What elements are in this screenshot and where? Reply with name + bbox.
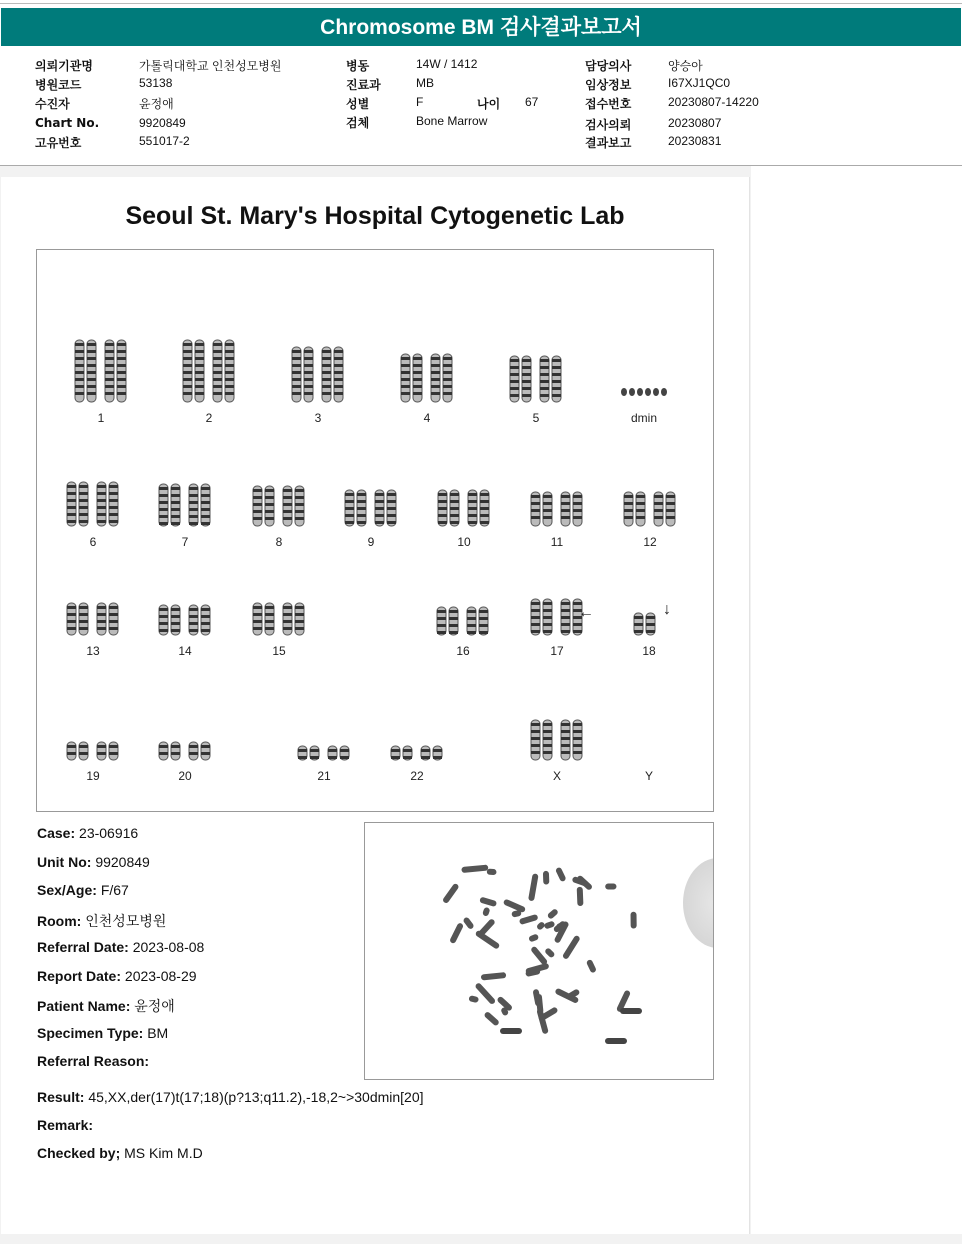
chromosome-label: 7 [181, 535, 189, 549]
chromosome-pair-2 [182, 339, 236, 403]
metaphase-chromosomes [365, 823, 713, 1079]
info-label: 결과보고 [585, 136, 632, 150]
info-value: F [416, 95, 424, 109]
report-header: Chromosome BM 검사결과보고서 [1, 8, 961, 46]
info-value: 551017-2 [139, 134, 190, 148]
info-value: 9920849 [139, 116, 186, 130]
field-value: 2023-08-08 [132, 939, 205, 955]
chromosome-pair-19 [66, 741, 120, 761]
arrow-down-icon: ↓ [663, 601, 671, 618]
field-label: Specimen Type: [37, 1024, 144, 1041]
info-value: 20230807 [668, 116, 722, 130]
info-label: 진료과 [346, 78, 381, 92]
chromosome-pair-10 [437, 489, 491, 527]
chromosome-pair-16 [436, 606, 490, 636]
metaphase-chromosome [530, 946, 548, 966]
report-field [37, 1053, 149, 1069]
metaphase-chromosome [519, 914, 539, 925]
info-label: 병동 [346, 59, 370, 73]
info-value: I67XJ1QC0 [668, 76, 731, 90]
info-label: 수진자 [35, 97, 70, 111]
chromosome-label: 15 [272, 644, 286, 658]
field-label: Result: [37, 1089, 85, 1105]
chromosome-label: 17 [550, 644, 564, 658]
chromosome-label: 12 [643, 535, 657, 549]
arrow-left-icon: ← [578, 604, 594, 621]
report-field [37, 996, 175, 1016]
info-label: 임상정보 [585, 78, 632, 92]
report-field [37, 1025, 168, 1041]
field-label: Unit No: [37, 853, 92, 870]
chromosome-pair-5 [509, 355, 563, 403]
metaphase-chromosome [449, 922, 464, 944]
metaphase-chromosome [461, 865, 488, 874]
chromosome-label: 9 [367, 535, 375, 549]
info-value: 20230807-14220 [668, 95, 759, 109]
chromosome-pair-22 [390, 745, 444, 761]
report-field [37, 825, 138, 841]
metaphase-chromosome [503, 899, 526, 914]
metaphase-chromosome [479, 897, 497, 908]
info-value: 53138 [139, 76, 173, 90]
chromosome-label: 8 [275, 535, 283, 549]
report-field [37, 968, 197, 984]
right-blank-area [751, 166, 962, 1234]
chromosome-label: 6 [89, 535, 97, 549]
result-field [37, 1089, 424, 1105]
chromosome-label: 20 [178, 769, 192, 783]
chromosome-pair-21 [297, 745, 351, 761]
chromosome-label: X [552, 769, 562, 783]
field-label: Patient Name: [37, 998, 131, 1014]
chromosome-pair-X [530, 719, 584, 761]
chromosome-label: dmin [630, 411, 658, 425]
metaphase-chromosome [468, 995, 479, 1003]
metaphase-chromosome [544, 921, 556, 930]
chromosome-label: 3 [314, 411, 322, 425]
chromosome-label: 1 [97, 411, 105, 425]
chromosome-label: 22 [410, 769, 424, 783]
chromosome-pair-13 [66, 602, 120, 636]
metaphase-chromosome [536, 921, 546, 931]
info-label: 담당의사 [585, 59, 632, 73]
info-label: 병원코드 [35, 78, 82, 92]
chromosome-label: 19 [86, 769, 100, 783]
chromosome-pair-12 [623, 491, 677, 527]
metaphase-chromosome [555, 867, 567, 883]
chromosome-label: 16 [456, 644, 470, 658]
chromosome-pair-1 [74, 339, 128, 403]
chromosome-pair-14 [158, 604, 212, 636]
info-value: 20230831 [668, 134, 722, 148]
chromosome-pair-7 [158, 483, 212, 527]
chromosome-label: 18 [642, 644, 656, 658]
field-value: 윤정애 [134, 998, 175, 1014]
chromosome-pair-11 [530, 491, 584, 527]
metaphase-chromosome [528, 873, 539, 901]
field-label: Report Date: [37, 967, 122, 984]
field-value: BM [147, 1024, 169, 1041]
metaphase-chromosome [630, 912, 636, 929]
field-value: 9920849 [95, 853, 150, 870]
chromosome-label: 10 [457, 535, 471, 549]
info-value: Bone Marrow [416, 114, 488, 128]
chromosome-label: 13 [86, 644, 100, 658]
metaphase-chromosome [487, 869, 497, 876]
metaphase-chromosome [547, 908, 559, 920]
info-label: 검체 [346, 116, 370, 130]
metaphase-chromosome [482, 907, 490, 917]
field-label: Sex/Age: [37, 882, 97, 898]
karyotype-image [36, 249, 714, 812]
metaphase-chromosome [577, 887, 584, 906]
metaphase-image [364, 822, 714, 1080]
metaphase-chromosome [544, 947, 556, 958]
lab-title: Seoul St. Mary's Hospital Cytogenetic Lab [125, 202, 625, 230]
info-value: 양승아 [668, 59, 703, 73]
metaphase-chromosome [474, 982, 496, 1005]
metaphase-chromosome [605, 883, 616, 889]
field-value: 인천성모병원 [85, 912, 167, 929]
info-label: 의뢰기관명 [35, 59, 93, 73]
top-divider [0, 3, 962, 4]
info-label: 성별 [346, 97, 370, 111]
field-label: Referral Date: [37, 939, 129, 955]
report-field [37, 911, 166, 931]
chromosome-pair-8 [252, 485, 306, 527]
info-value: 14W / 1412 [416, 57, 478, 71]
info-value: MB [416, 76, 434, 90]
metaphase-chromosome [543, 871, 549, 885]
field-label: Case: [37, 825, 76, 841]
chromosome-label: 11 [550, 535, 564, 549]
info-label: 접수번호 [585, 97, 632, 111]
double-minute-chromosomes [620, 385, 670, 403]
report-field [37, 939, 204, 955]
metaphase-chromosome [562, 935, 581, 960]
field-value: 2023-08-29 [124, 967, 197, 984]
info-value: 윤정애 [139, 97, 174, 111]
field-label: Referral Reason: [37, 1053, 150, 1069]
chromosome-label: 2 [205, 411, 213, 425]
age-label: 나이 [477, 97, 501, 111]
field-label: Room: [37, 912, 82, 929]
field-value: MS Kim M.D [124, 1145, 203, 1161]
metaphase-chromosome [528, 933, 539, 942]
metaphase-chromosome [483, 1011, 500, 1027]
field-label: Remark: [37, 1117, 94, 1133]
chromosome-label: Y [644, 769, 654, 783]
remark-field [37, 1117, 93, 1133]
age-value: 67 [525, 95, 539, 109]
info-value: 가톨릭대학교 인천성모병원 [139, 59, 282, 73]
chromosome-pair-6 [66, 481, 120, 527]
chromosome-pair-17 [530, 598, 584, 636]
info-label: 검사의뢰 [585, 118, 632, 132]
chromosome-pair-3 [291, 346, 345, 403]
report-field [37, 882, 129, 898]
field-value: 45,XX,der(17)t(17;18)(p?13;q11.2),-18,2~>30dmin[20] [88, 1089, 424, 1105]
chromosome-label: 5 [532, 411, 540, 425]
chromosome-pair-18 [633, 612, 665, 636]
chromosome-label: 4 [423, 411, 431, 425]
checked-by-field [37, 1145, 203, 1161]
metaphase-chromosome [442, 883, 460, 904]
metaphase-chromosome [556, 923, 566, 929]
field-value: 23-06916 [79, 825, 139, 841]
info-label: 고유번호 [35, 136, 82, 150]
report-field [37, 854, 150, 870]
chromosome-pair-9 [344, 489, 398, 527]
metaphase-chromosome [481, 972, 507, 980]
field-label: Checked by; [37, 1145, 121, 1161]
metaphase-chromosome [586, 959, 597, 974]
chromosome-label: 14 [178, 644, 192, 658]
metaphase-chromosome [462, 916, 474, 930]
chromosome-pair-20 [158, 741, 212, 761]
metaphase-chromosome [477, 918, 496, 938]
field-value: F/67 [100, 882, 129, 898]
chromosome-pair-15 [252, 602, 306, 636]
chromosome-pair-4 [400, 353, 454, 403]
chromosome-label: 21 [317, 769, 331, 783]
info-label: Chart No. [35, 116, 100, 130]
